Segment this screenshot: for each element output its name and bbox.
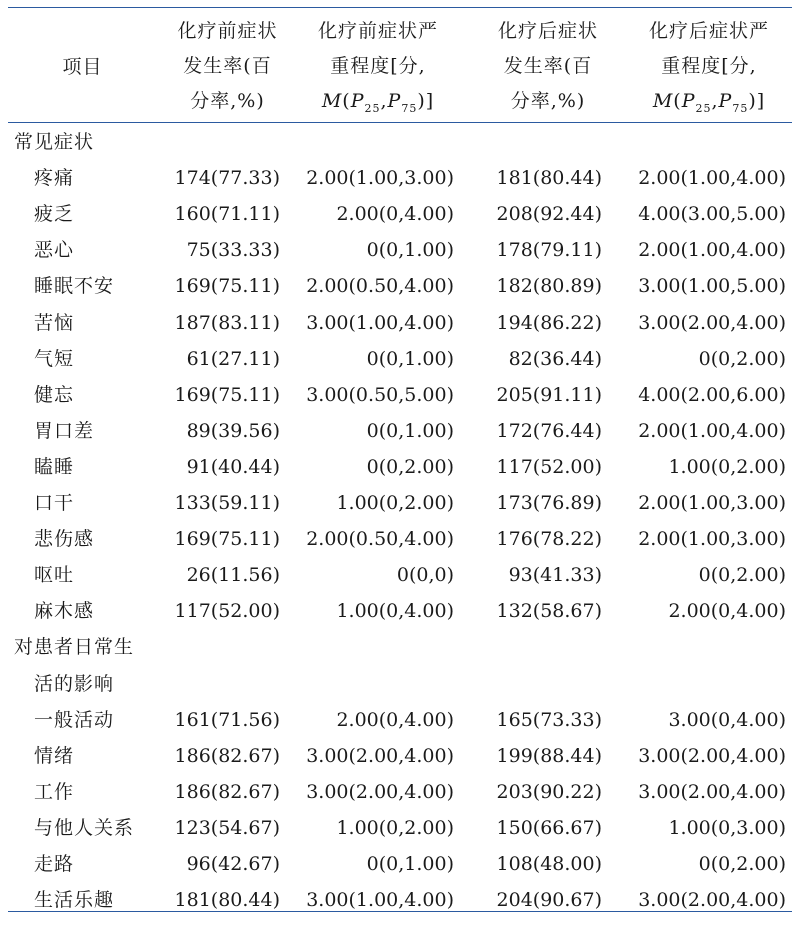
row-label: 走路 bbox=[34, 853, 75, 875]
pre-severity-cell: 0(0,1.00) bbox=[366, 347, 454, 370]
post-severity-cell: 1.00(0,3.00) bbox=[668, 816, 786, 839]
table-row bbox=[0, 305, 800, 341]
post-severity-cell: 3.00(2.00,4.00) bbox=[638, 780, 786, 803]
table-top-rule bbox=[8, 7, 792, 8]
table-row bbox=[0, 341, 800, 377]
pre-severity-cell: 1.00(0,2.00) bbox=[336, 492, 454, 514]
header-pre-incidence: 化疗前症状 发生率(百 分率,%) bbox=[177, 20, 278, 112]
post-incidence-cell: 132(58.67) bbox=[496, 600, 602, 623]
header-pre-severity: 化疗前症状严 重程度[分, $M(P_{25},P_{75})$] bbox=[317, 20, 438, 115]
post-incidence-cell: 165(73.33) bbox=[496, 708, 602, 731]
header-post-severity: 化疗后症状严 重程度[分, $M(P_{25},P_{75})$] bbox=[648, 20, 769, 115]
table-row bbox=[0, 738, 800, 774]
pre-severity-cell: 3.00(0.50,5.00) bbox=[306, 383, 454, 406]
pre-severity-cell: 2.00(1.00,3.00) bbox=[306, 167, 454, 190]
pre-incidence-cell: 91(40.44) bbox=[186, 455, 280, 478]
post-incidence-cell: 150(66.67) bbox=[496, 816, 602, 839]
row-label: 工作 bbox=[34, 780, 75, 803]
post-incidence-cell: 204(90.67) bbox=[496, 889, 602, 912]
post-severity-cell: 3.00(2.00,4.00) bbox=[638, 311, 786, 334]
row-label: 胃口差 bbox=[34, 419, 95, 442]
post-severity-cell: 2.00(0,4.00) bbox=[668, 600, 786, 623]
pre-incidence-cell: 160(71.11) bbox=[174, 203, 280, 226]
row-label: 瞌睡 bbox=[34, 455, 75, 478]
table-row bbox=[0, 485, 800, 521]
table-row bbox=[0, 882, 800, 918]
post-severity-cell: 1.00(0,2.00) bbox=[668, 455, 786, 478]
pre-severity-cell: 1.00(0,2.00) bbox=[336, 816, 454, 839]
pre-incidence-cell: 75(33.33) bbox=[186, 239, 280, 262]
row-label: 生活乐趣 bbox=[34, 889, 115, 912]
table-bottom-rule bbox=[8, 911, 792, 912]
pre-severity-cell: 3.00(2.00,4.00) bbox=[306, 780, 454, 803]
pre-severity-cell: 1.00(0,4.00) bbox=[336, 600, 454, 623]
post-incidence-cell: 182(80.89) bbox=[496, 275, 602, 298]
pre-severity-cell: 0(0,1.00) bbox=[366, 419, 454, 442]
post-severity-cell: 2.00(1.00,4.00) bbox=[638, 167, 786, 190]
section-row bbox=[0, 124, 800, 160]
post-incidence-cell: 199(88.44) bbox=[496, 744, 602, 767]
post-severity-cell: 2.00(1.00,3.00) bbox=[638, 492, 786, 514]
post-severity-cell: 0(0,2.00) bbox=[698, 564, 786, 587]
row-label: 疼痛 bbox=[34, 167, 75, 190]
pre-severity-cell: 2.00(0,4.00) bbox=[336, 203, 454, 226]
pre-incidence-cell: 26(11.56) bbox=[186, 564, 280, 587]
pre-incidence-cell: 61(27.11) bbox=[186, 347, 280, 370]
pre-severity-cell: 0(0,2.00) bbox=[366, 455, 454, 478]
row-label: 睡眠不安 bbox=[34, 275, 115, 298]
post-incidence-cell: 194(86.22) bbox=[496, 311, 602, 334]
table-row bbox=[0, 774, 800, 810]
row-label: 疲乏 bbox=[34, 203, 75, 226]
post-severity-cell: 3.00(2.00,4.00) bbox=[638, 744, 786, 767]
row-label: 苦恼 bbox=[34, 311, 75, 334]
pre-incidence-cell: 96(42.67) bbox=[186, 853, 280, 875]
table-row bbox=[0, 557, 800, 593]
pre-severity-cell: 3.00(1.00,4.00) bbox=[306, 311, 454, 334]
pre-incidence-cell: 169(75.11) bbox=[174, 275, 280, 298]
post-severity-cell: 2.00(1.00,4.00) bbox=[638, 419, 786, 442]
post-incidence-cell: 172(76.44) bbox=[496, 419, 602, 442]
row-label: 一般活动 bbox=[34, 708, 115, 731]
post-severity-cell: 3.00(0,4.00) bbox=[668, 708, 786, 731]
table-row bbox=[0, 593, 800, 629]
table-row bbox=[0, 449, 800, 485]
pre-incidence-cell: 181(80.44) bbox=[174, 889, 280, 912]
pre-severity-cell: 2.00(0.50,4.00) bbox=[306, 275, 454, 298]
row-label: 口干 bbox=[34, 492, 75, 514]
pre-incidence-cell: 123(54.67) bbox=[174, 816, 280, 839]
header-post-incidence: 化疗后症状 发生率(百 分率,%) bbox=[497, 20, 598, 112]
pre-incidence-cell: 187(83.11) bbox=[174, 311, 280, 334]
pre-severity-cell: 0(0,0) bbox=[396, 564, 454, 587]
post-incidence-cell: 205(91.11) bbox=[496, 383, 602, 406]
post-severity-cell: 2.00(1.00,3.00) bbox=[638, 528, 786, 551]
table-row bbox=[0, 268, 800, 304]
post-incidence-cell: 176(78.22) bbox=[496, 528, 602, 551]
table-row bbox=[0, 702, 800, 738]
pre-incidence-cell: 169(75.11) bbox=[174, 528, 280, 551]
row-label: 活的影响 bbox=[34, 672, 115, 695]
table-row bbox=[0, 521, 800, 557]
post-severity-cell: 3.00(1.00,5.00) bbox=[638, 275, 786, 298]
row-label: 健忘 bbox=[34, 383, 75, 406]
pre-severity-cell: 3.00(1.00,4.00) bbox=[306, 889, 454, 912]
pre-severity-cell: 0(0,1.00) bbox=[366, 239, 454, 262]
table-row bbox=[0, 846, 800, 882]
pre-incidence-cell: 161(71.56) bbox=[174, 708, 280, 731]
table-header-rule bbox=[8, 122, 792, 123]
pre-severity-cell: 3.00(2.00,4.00) bbox=[306, 744, 454, 767]
section-row bbox=[0, 629, 800, 665]
row-label: 气短 bbox=[34, 347, 75, 370]
pre-incidence-cell: 133(59.11) bbox=[174, 492, 280, 514]
pre-severity-cell: 0(0,1.00) bbox=[366, 853, 454, 875]
post-incidence-cell: 108(48.00) bbox=[496, 853, 602, 875]
table-row bbox=[0, 666, 800, 702]
post-severity-cell: 0(0,2.00) bbox=[698, 347, 786, 370]
pre-severity-cell: 2.00(0.50,4.00) bbox=[306, 528, 454, 551]
row-label: 对患者日常生 bbox=[14, 636, 135, 659]
post-incidence-cell: 117(52.00) bbox=[496, 455, 602, 478]
table-row bbox=[0, 413, 800, 449]
table-row bbox=[0, 196, 800, 232]
row-label: 麻木感 bbox=[34, 600, 95, 623]
post-incidence-cell: 203(90.22) bbox=[496, 780, 602, 803]
row-label: 情绪 bbox=[34, 744, 75, 767]
pre-incidence-cell: 186(82.67) bbox=[174, 780, 280, 803]
post-incidence-cell: 93(41.33) bbox=[508, 564, 602, 587]
post-severity-cell: 0(0,2.00) bbox=[698, 853, 786, 875]
table-row bbox=[0, 810, 800, 846]
pre-incidence-cell: 117(52.00) bbox=[174, 600, 280, 623]
pre-incidence-cell: 186(82.67) bbox=[174, 744, 280, 767]
pre-incidence-cell: 89(39.56) bbox=[186, 419, 280, 442]
row-label: 悲伤感 bbox=[34, 528, 95, 551]
post-incidence-cell: 208(92.44) bbox=[496, 203, 602, 226]
pre-severity-cell: 2.00(0,4.00) bbox=[336, 708, 454, 731]
row-label: 常见症状 bbox=[14, 131, 95, 153]
post-incidence-cell: 82(36.44) bbox=[508, 347, 602, 370]
pre-incidence-cell: 169(75.11) bbox=[174, 383, 280, 406]
post-severity-cell: 3.00(2.00,4.00) bbox=[638, 889, 786, 912]
table-row bbox=[0, 377, 800, 413]
post-severity-cell: 4.00(3.00,5.00) bbox=[638, 203, 786, 226]
header-item: 项目 bbox=[62, 56, 103, 78]
row-label: 呕吐 bbox=[34, 564, 75, 587]
row-label: 恶心 bbox=[34, 239, 75, 262]
post-severity-cell: 4.00(2.00,6.00) bbox=[638, 383, 786, 406]
post-severity-cell: 2.00(1.00,4.00) bbox=[638, 239, 786, 262]
table-row bbox=[0, 232, 800, 268]
pre-incidence-cell: 174(77.33) bbox=[174, 167, 280, 190]
post-incidence-cell: 173(76.89) bbox=[496, 492, 602, 514]
post-incidence-cell: 178(79.11) bbox=[496, 239, 602, 262]
table-row bbox=[0, 160, 800, 196]
post-incidence-cell: 181(80.44) bbox=[496, 167, 602, 190]
row-label: 与他人关系 bbox=[34, 816, 135, 839]
